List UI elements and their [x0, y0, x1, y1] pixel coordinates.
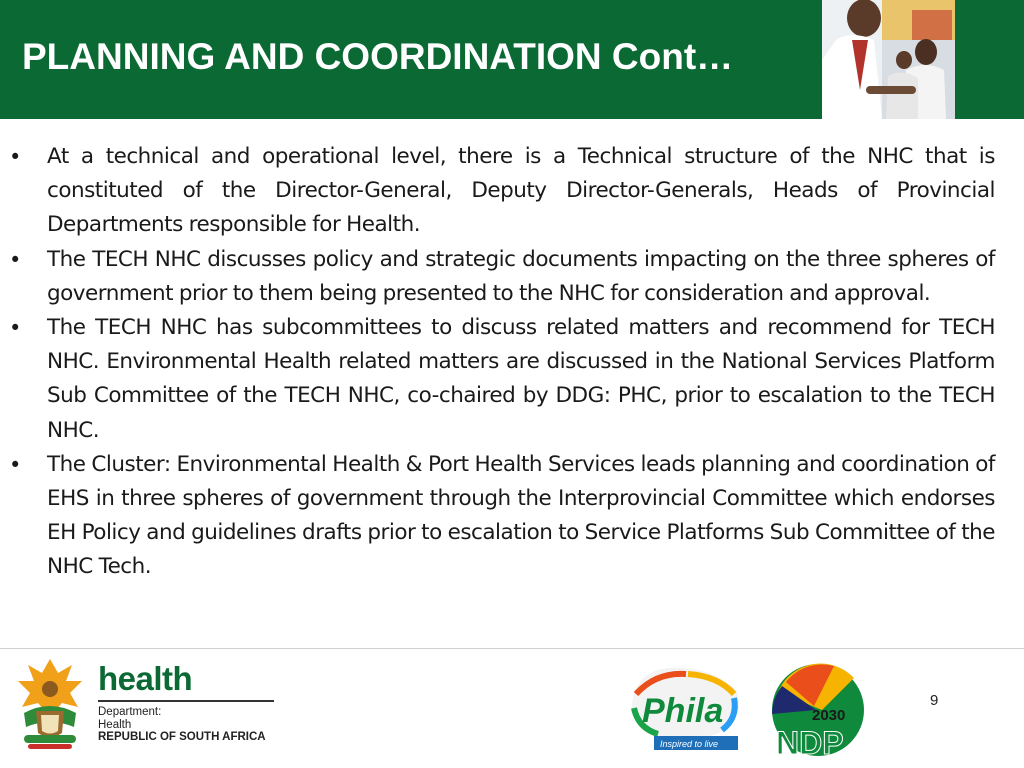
slide-title: PLANNING AND COORDINATION Cont… [22, 36, 734, 77]
ndp-year: 2030 [812, 707, 846, 724]
bullet-marker: • [9, 247, 21, 272]
health-wordmark: health [98, 660, 193, 697]
bullet-item [0, 243, 1024, 311]
ndp-2030-logo [764, 662, 872, 760]
phila-logo-text: Phila [642, 692, 724, 730]
wordmark-underline [98, 700, 274, 702]
department-country: REPUBLIC OF SOUTH AFRICA [98, 731, 266, 743]
ndp-text: NDP [776, 725, 844, 760]
department-label [98, 706, 266, 744]
bullet-marker: • [9, 452, 21, 477]
department-line: Health [98, 718, 132, 731]
bullet-text: The TECH NHC discusses policy and strategic documents impacting on the three spheres of government prior to them being presented to the NHC for consideration and approval. [47, 246, 995, 306]
header-bar [0, 0, 1024, 119]
nurse-child-photo [822, 0, 955, 119]
bullet-item [0, 448, 1024, 585]
bullet-list [0, 140, 1024, 585]
bullet-text: The Cluster: Environmental Health & Port Health Services leads planning and coordination of EHS in three spheres of government through the Interprovincial Committee which endorses EH Policy and guidelines drafts prior to escalation to Service Platforms Sub Committee of the NHC Tech. [47, 451, 995, 580]
bullet-marker: • [9, 145, 21, 169]
footer-divider [0, 648, 1024, 649]
bullet-text: The TECH NHC has subcommittees to discuss related matters and recommend for TECH NHC. Environmental Health related matters are discussed in the National Services Platform Sub Committee of the TECH NHC, co-chaired by DDG: PHC, prior to escalation to the TECH NHC. [47, 315, 995, 443]
page-number: 9 [930, 692, 939, 709]
bullet-item [0, 140, 1024, 243]
phila-tagline: Inspired to live [660, 739, 719, 749]
bullet-text: At a technical and operational level, there is a Technical structure of the NHC that is constituted of the Director-General, Deputy Director-Generals, Heads of Provincial Departments responsible for Health. [47, 144, 995, 238]
coat-of-arms-icon [14, 655, 86, 753]
header-photo [822, 0, 955, 119]
bullet-item [0, 311, 1024, 448]
bullet-marker: • [9, 316, 21, 341]
department-line: Department: [98, 706, 162, 718]
phila-logo [626, 664, 744, 754]
